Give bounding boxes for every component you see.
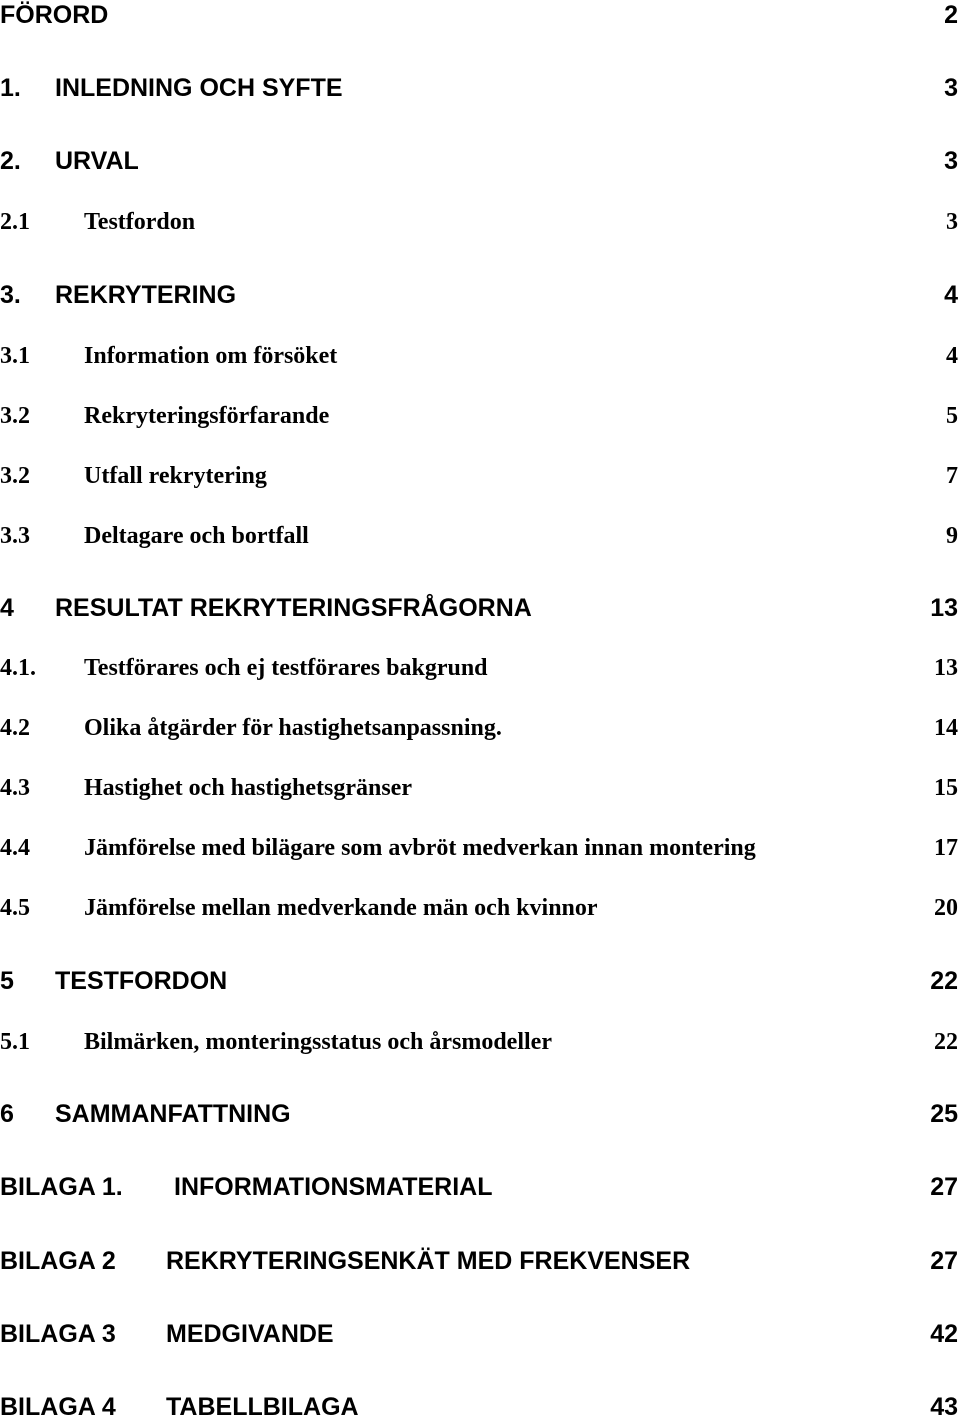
toc-entry-information[interactable] — [0, 342, 960, 370]
toc-entry-number: 3.1 — [0, 343, 30, 369]
toc-entry-title: Hastighet och hastighetsgränser — [84, 775, 412, 801]
toc-entry-bilaga-4[interactable] — [0, 1392, 960, 1422]
toc-entry-page: 20 — [934, 895, 958, 921]
toc-entry-title: Olika åtgärder för hastighetsanpassning. — [84, 715, 502, 741]
toc-entry-title: Testförares och ej testförares bakgrund — [84, 655, 488, 681]
toc-entry-page: 17 — [934, 835, 958, 861]
toc-entry-number: 6 — [0, 1100, 14, 1128]
toc-entry-page: 14 — [934, 715, 958, 741]
toc-entry-number: 3.2 — [0, 403, 30, 429]
toc-entry-title: INLEDNING OCH SYFTE — [55, 74, 343, 102]
toc-entry-page: 15 — [934, 775, 958, 801]
toc-entry-title: Information om försöket — [84, 343, 338, 369]
toc-entry-title: SAMMANFATTNING — [55, 1100, 291, 1128]
toc-entry-title: Jämförelse med bilägare som avbröt medverkan innan montering — [84, 835, 756, 861]
toc-entry-number: 3.2 — [0, 463, 30, 489]
toc-entry-number: 2.1 — [0, 209, 30, 235]
toc-entry-title: RESULTAT REKRYTERINGSFRÅGORNA — [55, 594, 532, 622]
toc-entry-inledning[interactable] — [0, 73, 960, 103]
toc-entry-resultat[interactable] — [0, 593, 960, 623]
toc-entry-number: 1. — [0, 74, 21, 102]
toc-entry-number: 3. — [0, 281, 21, 309]
toc-entry-page: 42 — [930, 1320, 958, 1348]
toc-entry-page: 27 — [930, 1173, 958, 1201]
toc-entry-number: 4.2 — [0, 715, 30, 741]
toc-entry-page: 4 — [944, 281, 958, 309]
toc-entry-forord[interactable] — [0, 0, 960, 30]
toc-entry-title: URVAL — [55, 147, 139, 175]
toc-entry-atgarder[interactable] — [0, 714, 960, 742]
toc-entry-page: 13 — [934, 655, 958, 681]
toc-entry-number: BILAGA 1. — [0, 1173, 123, 1201]
toc-entry-page: 27 — [930, 1247, 958, 1275]
toc-entry-bilaga-3[interactable] — [0, 1319, 960, 1349]
toc-entry-number: 4.1. — [0, 655, 36, 681]
toc-entry-page: 3 — [944, 74, 958, 102]
toc-entry-title: Jämförelse mellan medverkande män och kvinnor — [84, 895, 598, 921]
toc-entry-page: 2 — [944, 1, 958, 29]
toc-entry-page: 9 — [946, 523, 958, 549]
toc-entry-title: INFORMATIONSMATERIAL — [174, 1173, 493, 1201]
toc-entry-hastighet[interactable] — [0, 774, 960, 802]
toc-entry-page: 3 — [946, 209, 958, 235]
toc-entry-number: BILAGA 2 — [0, 1247, 116, 1275]
toc-entry-jamforelse-bilagare[interactable] — [0, 834, 960, 862]
toc-entry-title: Utfall rekrytering — [84, 463, 267, 489]
toc-entry-title: MEDGIVANDE — [166, 1320, 334, 1348]
toc-entry-page: 3 — [944, 147, 958, 175]
toc-entry-number: FÖRORD — [0, 1, 109, 29]
toc-entry-number: BILAGA 4 — [0, 1393, 116, 1421]
toc-entry-number: BILAGA 3 — [0, 1320, 116, 1348]
toc-entry-page: 22 — [934, 1029, 958, 1055]
toc-entry-page: 43 — [930, 1393, 958, 1421]
toc-entry-title: Testfordon — [84, 209, 196, 235]
toc-entry-title: REKRYTERINGSENKÄT MED FREKVENSER — [166, 1247, 691, 1275]
toc-entry-testfordon[interactable] — [0, 966, 960, 996]
toc-entry-number: 5.1 — [0, 1029, 30, 1055]
toc-entry-page: 25 — [930, 1100, 958, 1128]
toc-entry-sammanfattning[interactable] — [0, 1099, 960, 1129]
toc-entry-page: 13 — [930, 594, 958, 622]
toc-entry-page: 4 — [946, 343, 958, 369]
toc-entry-bilaga-1[interactable] — [0, 1172, 960, 1202]
toc-entry-utfall[interactable] — [0, 462, 960, 490]
toc-entry-jamforelse-man-kvinnor[interactable] — [0, 894, 960, 922]
toc-entry-title: Deltagare och bortfall — [84, 523, 309, 549]
toc-entry-rekryteringsforfarande[interactable] — [0, 402, 960, 430]
toc-entry-title: TESTFORDON — [55, 967, 228, 995]
toc-entry-number: 4 — [0, 594, 14, 622]
toc-entry-number: 5 — [0, 967, 14, 995]
toc-entry-page: 7 — [946, 463, 958, 489]
toc-entry-bilaga-2[interactable] — [0, 1246, 960, 1276]
toc-entry-title: TABELLBILAGA — [166, 1393, 359, 1421]
toc-entry-page: 22 — [930, 967, 958, 995]
toc-entry-number: 3.3 — [0, 523, 30, 549]
toc-entry-urval[interactable] — [0, 146, 960, 176]
toc-entry-testfordon-sub[interactable] — [0, 208, 960, 236]
toc-entry-number: 2. — [0, 147, 21, 175]
toc-entry-deltagare[interactable] — [0, 522, 960, 550]
toc-entry-number: 4.5 — [0, 895, 30, 921]
toc-entry-title: Bilmärken, monteringsstatus och årsmodeller — [84, 1029, 552, 1055]
toc-entry-bilmarken[interactable] — [0, 1028, 960, 1056]
toc-entry-bakgrund[interactable] — [0, 654, 960, 682]
toc-entry-number: 4.4 — [0, 835, 30, 861]
toc-entry-number: 4.3 — [0, 775, 30, 801]
toc-entry-title: Rekryteringsförfarande — [84, 403, 330, 429]
toc-entry-rekrytering[interactable] — [0, 280, 960, 310]
toc-entry-title: REKRYTERING — [55, 281, 237, 309]
toc-entry-page: 5 — [946, 403, 958, 429]
